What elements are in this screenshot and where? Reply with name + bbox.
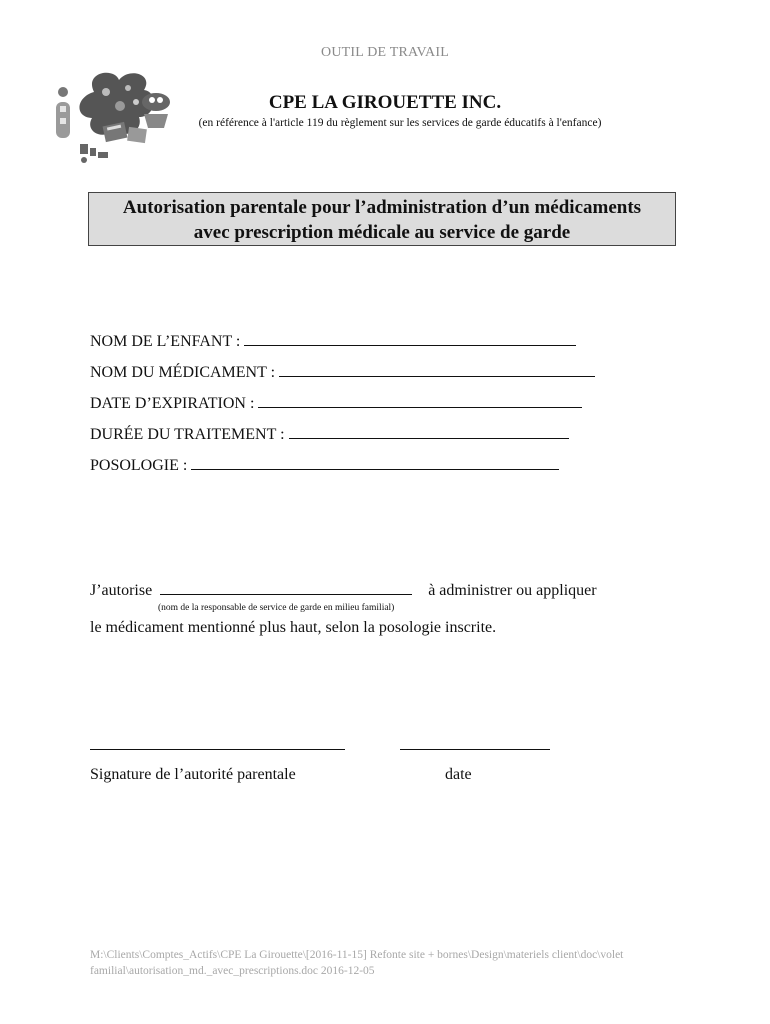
organization-name: CPE LA GIROUETTE INC. xyxy=(268,92,502,113)
treatment-duration-blank[interactable] xyxy=(289,426,569,439)
authorization-continuation: le médicament mentionné plus haut, selon la posologie inscrite. xyxy=(90,619,497,636)
medication-name-field xyxy=(90,364,595,382)
footer-path-line2: familial\autorisation_md._avec_prescriptions.doc 2016-12-05 xyxy=(90,965,375,977)
date-blank[interactable] xyxy=(400,735,550,750)
field-label: DATE D’EXPIRATION : xyxy=(90,395,255,412)
footer-file-path xyxy=(90,947,690,979)
document-title-line1: Autorisation parentale pour l’administration d’un médicaments xyxy=(122,197,642,218)
organization-reference: (en référence à l'article 119 du règlement sur les services de garde éducatifs à l'enfance) xyxy=(198,117,602,129)
signature-blank[interactable] xyxy=(90,735,345,750)
document-title-line2: avec prescription médicale au service de garde xyxy=(193,222,571,243)
dosage-blank[interactable] xyxy=(191,457,559,470)
daycare-logo xyxy=(44,62,184,168)
authorization-sentence xyxy=(90,582,597,600)
expiration-date-field xyxy=(90,395,582,413)
field-label: NOM DU MÉDICAMENT : xyxy=(90,364,276,381)
medication-name-blank[interactable] xyxy=(279,364,595,377)
field-label: DURÉE DU TRAITEMENT : xyxy=(90,426,285,443)
document-title-box xyxy=(88,192,676,246)
header-label: OUTIL DE TRAVAIL xyxy=(321,45,449,60)
caregiver-name-blank[interactable] xyxy=(160,582,412,595)
authorization-suffix: à administrer ou appliquer xyxy=(428,582,597,599)
field-label: POSOLOGIE : xyxy=(90,457,188,474)
authorization-prefix: J’autorise xyxy=(90,582,153,599)
signature-label: Signature de l’autorité parentale xyxy=(90,766,296,783)
caregiver-name-note: (nom de la responsable de service de garde en milieu familial) xyxy=(158,603,395,613)
footer-path-line1: M:\Clients\Comptes_Actifs\CPE La Girouette\[2016-11-15] Refonte site + bornes\Design\materiels client\doc\volet xyxy=(90,949,624,961)
date-label: date xyxy=(445,766,472,783)
child-name-field xyxy=(90,333,576,351)
dosage-field xyxy=(90,457,559,475)
treatment-duration-field xyxy=(90,426,569,444)
expiration-date-blank[interactable] xyxy=(258,395,582,408)
child-name-blank[interactable] xyxy=(244,333,576,346)
field-label: NOM DE L’ENFANT : xyxy=(90,333,241,350)
